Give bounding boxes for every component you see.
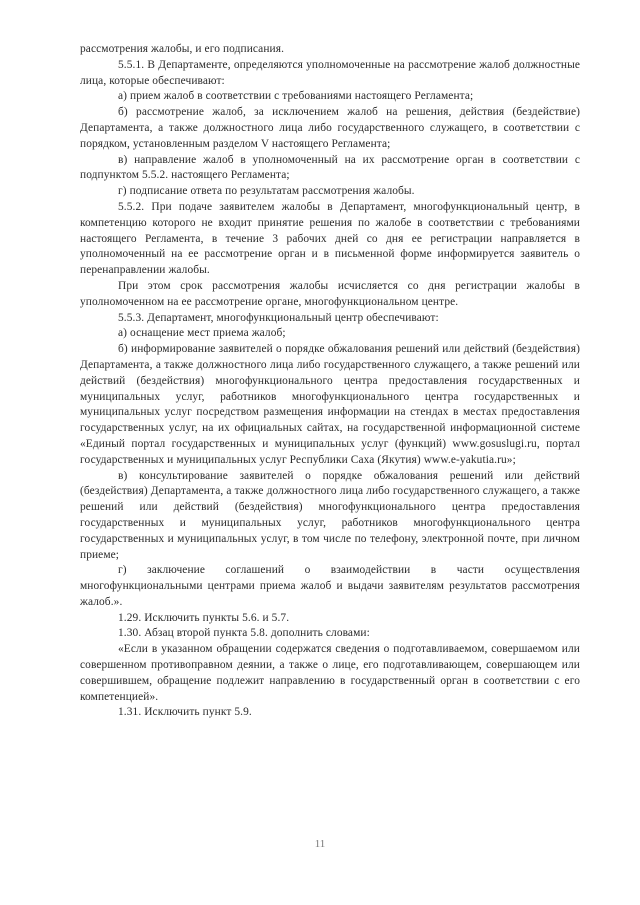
paragraph: 5.5.2. При подаче заявителем жалобы в Департамент, многофункциональный центр, в компетенцию которого не входит принятие решения по жалобе в соответствии с требованиями настоящего Регламента, в течение 3 рабочих дней со дня ее регистрации направляется в уполномоченный на ее рассмотрение орган и в письменной форме информируется заявитель о перенаправлении жалобы. bbox=[80, 200, 580, 277]
paragraph: а) прием жалоб в соответствии с требованиями настоящего Регламента; bbox=[118, 90, 474, 103]
paragraph: а) оснащение мест приема жалоб; bbox=[118, 327, 286, 340]
paragraph: б) информирование заявителей о порядке обжалования решений или действий (бездействия) Департамента, а также должностного лица либо государственного служащего, а также решений или действий (бездействия) многофункционального центра предоставления государственных и муниципальных услуг, работников многофункционального центра государственных и муниципальных услуг посредством размещения информации на стендах в местах предоставления государственных услуг, на их официальных сайтах, на государственной информационной системе «Единый портал государственных и муниципальных услуг (функций) www.gosuslugi.ru, портал государственных и муниципальных услуг Республики Саха (Якутия) www.e-yakutia.ru»; bbox=[80, 343, 580, 466]
paragraph: г) подписание ответа по результатам рассмотрения жалобы. bbox=[118, 185, 415, 198]
paragraph: рассмотрения жалобы, и его подписания. bbox=[80, 43, 285, 55]
paragraph: г) заключение соглашений о взаимодействии в части осуществления многофункциональными центрами приема жалоб и выдачи заявителям результатов рассмотрения жалоб.». bbox=[80, 564, 580, 608]
paragraph: 1.29. Исключить пункты 5.6. и 5.7. bbox=[118, 611, 290, 624]
paragraph: 1.31. Исключить пункт 5.9. bbox=[118, 706, 252, 719]
paragraph: в) консультирование заявителей о порядке обжалования решений или действий (бездействия) Департамента, а также должностного лица либо государственного служащего, а также решений или действий (бездействия) многофункционального центра предоставления государственных и муниципальных услуг, работников многофункционального центра государственных и муниципальных услуг, в том числе по телефону, электронной почте, при личном приеме; bbox=[80, 469, 580, 561]
paragraph: б) рассмотрение жалоб, за исключением жалоб на решения, действия (бездействие) Департамента, а также должностного лица либо государственного служащего, в соответствии с порядком, установленным разделом V настоящего Регламента; bbox=[80, 106, 580, 150]
paragraph: в) направление жалоб в уполномоченный на их рассмотрение орган в соответствии с подпунктом 5.5.2. настоящего Регламента; bbox=[80, 153, 580, 182]
paragraph: 5.5.3. Департамент, многофункциональный центр обеспечивают: bbox=[118, 311, 439, 324]
paragraph: «Если в указанном обращении содержатся сведения о подготавливаемом, совершаемом или совершенном противоправном деянии, а также о лице, его подготавливающем, совершающем или совершившем, обращение подлежит направлению в государственный орган в соответствии с его компетенцией». bbox=[80, 643, 580, 703]
paragraph: При этом срок рассмотрения жалобы исчисляется со дня регистрации жалобы в уполномоченном на ее рассмотрение органе, многофункциональном центре. bbox=[80, 279, 580, 308]
paragraph: 5.5.1. В Департаменте, определяются уполномоченные на рассмотрение жалоб должностные лица, которые обеспечивают: bbox=[80, 58, 580, 87]
page-number: 11 bbox=[314, 838, 326, 850]
paragraph: 1.30. Абзац второй пункта 5.8. дополнить словами: bbox=[118, 627, 370, 640]
document-body bbox=[80, 42, 580, 721]
